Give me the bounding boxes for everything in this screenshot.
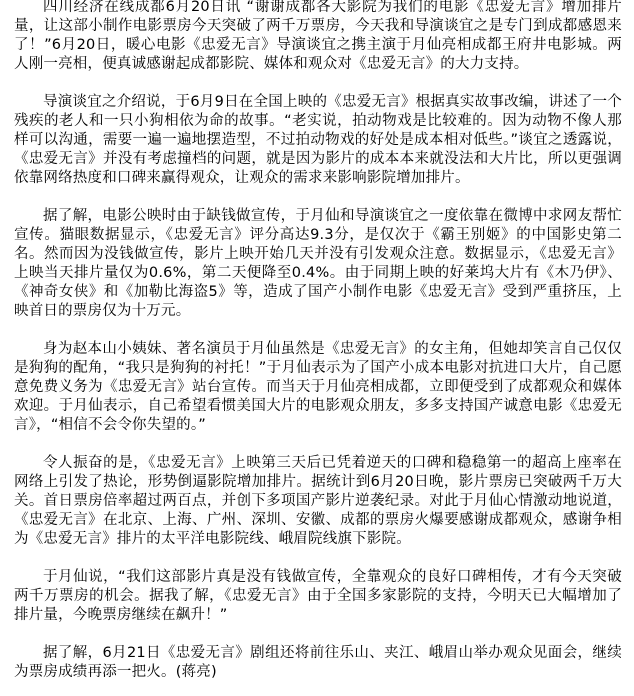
paragraph-closing: 据了解，6月21日《忠爱无言》剧组还将前往乐山、夹江、峨眉山举办观众见面会，继续为票房成绩再添一把火。(蒋亮) — [14, 645, 622, 680]
paragraph-success: 令人振奋的是，《忠爱无言》上映第三天后已凭着逆天的口碑和稳稳第一的超高上座率在网络上引发了热论，形势倒逼影院增加排片。据统计到6月20日晚，影片票房已突破两千万大关。首日票房倍率超过两百点，并创下多项国产影片逆袭纪录。对此于月仙心情激动地说道，《忠爱无言》在北京、上海、广州、深圳、安徽、成都的票房火爆要感谢成都观众，感谢争相为《忠爱无言》排片的太平洋电影院线、峨眉院线旗下影院。 — [14, 455, 622, 547]
paragraph-intro: 四川经济在线成都6月20日讯 “谢谢成都各大影院为我们的电影《忠爱无言》增加排片量，让这部小制作电影票房今天突破了两千万票房，今天我和导演谈宜之是专门到成都感恩来了！”6月20日，暖心电影《忠爱无言》导演谈宜之携主演于月仙亮相成都王府井电影城。两人刚一亮相，便真诚感谢起成都影院、媒体和观众对《忠爱无言》的大力支持。 — [14, 0, 622, 72]
paragraph-actress: 身为赵本山小姨妹、著名演员于月仙虽然是《忠爱无言》的女主角，但她却笑言自己仅仅是狗狗的配角，“我只是狗狗的衬托！”于月仙表示为了国产小成本电影对抗进口大片，自己愿意免费义务为《忠爱无言》站台宣传。而当天于月仙亮相成都，立即便受到了成都观众和媒体欢迎。于月仙表示，自己希望看惯美国大片的电影观众朋友，多多支持国产诚意电影《忠爱无言》，“相信不会令你失望的。” — [14, 341, 622, 433]
paragraph-box-office-data: 据了解，电影公映时由于缺钱做宣传，于月仙和导演谈宜之一度依靠在微博中求网友帮忙宣传。猫眼数据显示，《忠爱无言》评分高达9.3分，是仅次于《霸王别姬》的中国影史第二名。然而因为没钱做宣传，影片上映开始几天并没有引发观众注意。数据显示，《忠爱无言》上映当天排片量仅为0.6%，第二天便降至0.4%。由于同期上映的好莱坞大片有《木乃伊》、《神奇女侠》和《加勒比海盗5》等，造成了国产小制作电影《忠爱无言》受到严重挤压，上映首日的票房仅为十万元。 — [14, 208, 622, 319]
paragraph-director: 导演谈宜之介绍说，于6月9日在全国上映的《忠爱无言》根据真实故事改编，讲述了一个残疾的老人和一只小狗相依为命的故事。“老实说，拍动物戏是比较难的。因为动物不像人那样可以沟通，需要一遍一遍地摆造型，不过拍动物戏的好处是成本相对低些。”谈宜之透露说，《忠爱无言》并没有考虑撞档的问题，就是因为影片的成本本来就没法和大片比，所以更强调依靠网络热度和口碑来赢得观众，让观众的需求来影响影院增加排片。 — [14, 94, 622, 186]
paragraph-quote: 于月仙说，“我们这部影片真是没有钱做宣传，全靠观众的良好口碑相传，才有今天突破两千万票房的机会。据我了解，《忠爱无言》由于全国多家影院的支持，今明天已大幅增加了排片量，今晚票房继续在飙升！” — [14, 569, 622, 623]
